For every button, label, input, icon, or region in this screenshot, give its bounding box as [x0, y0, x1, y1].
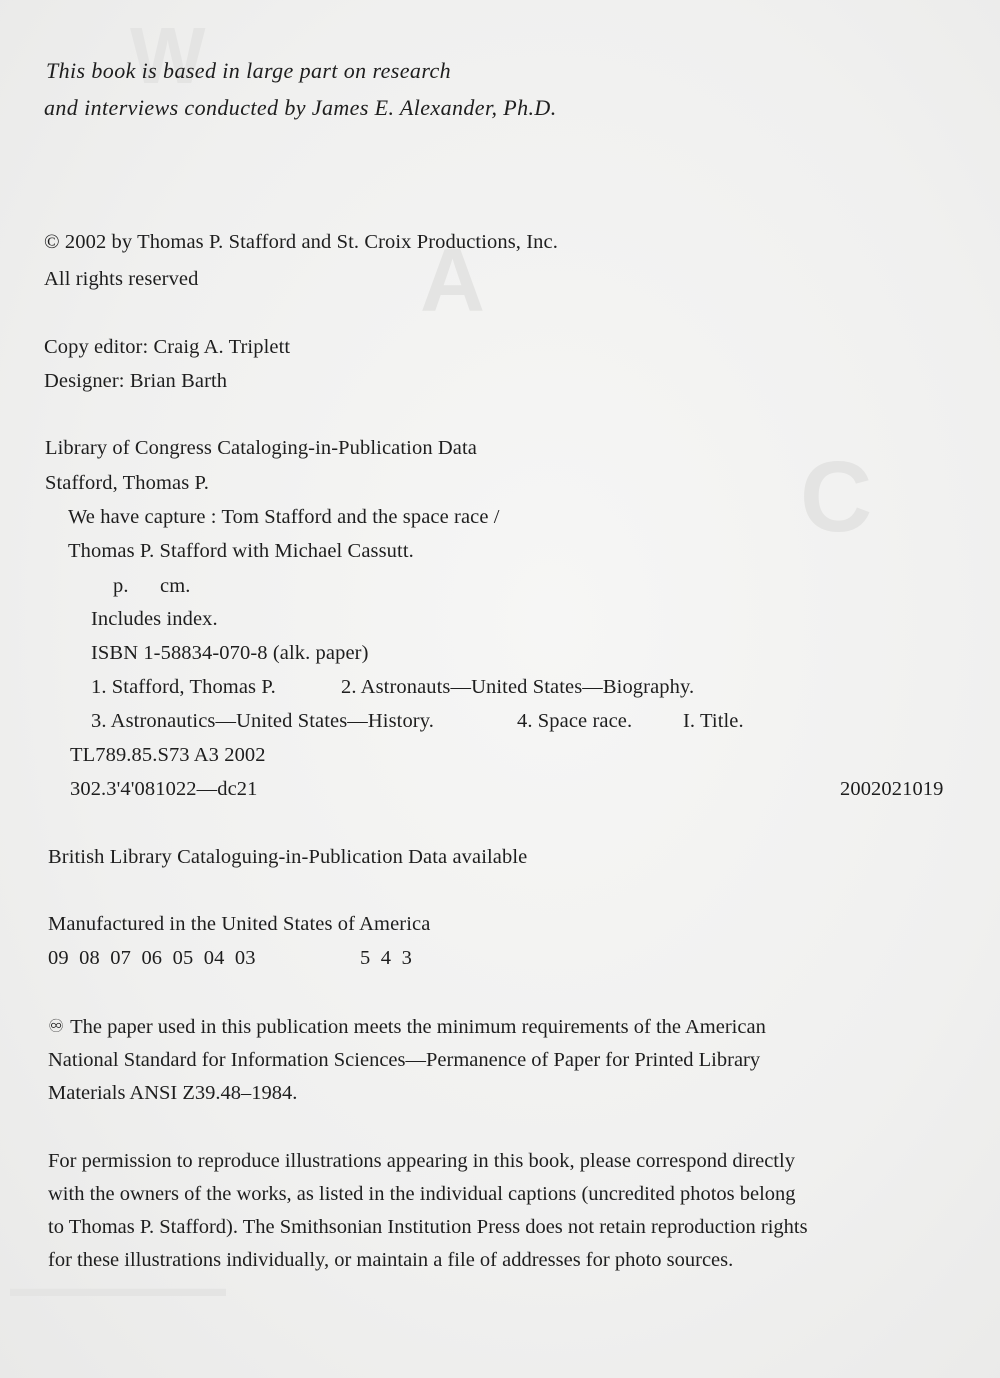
- show-through-shape: ▬▬▬▬▬▬▬▬▬: [10, 1275, 226, 1302]
- cip-title-line-1: We have capture : Tom Stafford and the space race /: [68, 506, 500, 528]
- cip-author: Stafford, Thomas P.: [45, 472, 210, 494]
- cip-subject-3: 3. Astronautics—United States—History.: [91, 710, 434, 732]
- printing-numbers: 5 4 3: [360, 947, 412, 969]
- cip-subject-title: I. Title.: [683, 710, 744, 732]
- copy-editor: Copy editor: Craig A. Triplett: [44, 336, 291, 358]
- paper-line-3: Materials ANSI Z39.48–1984.: [48, 1082, 298, 1104]
- cip-cm: cm.: [160, 575, 191, 597]
- show-through-shape: W: [130, 11, 206, 100]
- cip-heading: Library of Congress Cataloging-in-Publication Data: [45, 437, 477, 459]
- paper-permanence-statement: [48, 1011, 960, 1110]
- designer: Designer: Brian Barth: [44, 370, 228, 392]
- cip-index: Includes index.: [91, 608, 218, 630]
- cip-subject-2: 2. Astronauts—United States—Biography.: [341, 676, 695, 698]
- cip-lccn: 2002021019: [840, 778, 944, 800]
- show-through-shape: A: [420, 231, 485, 331]
- cip-dewey: 302.3'4'081022—dc21: [70, 778, 258, 800]
- research-credit-line-2: and interviews conducted by James E. Alexander, Ph.D.: [44, 95, 557, 120]
- cip-subject-1: 1. Stafford, Thomas P.: [91, 676, 276, 698]
- british-library-note: British Library Cataloguing-in-Publication Data available: [48, 846, 528, 868]
- permission-line-3: to Thomas P. Stafford). The Smithsonian Institution Press does not retain reproduction rights: [48, 1216, 808, 1238]
- infinity-paper-icon: ♾: [48, 1016, 65, 1036]
- cip-isbn: ISBN 1-58834-070-8 (alk. paper): [91, 642, 369, 664]
- printing-years: 09 08 07 06 05 04 03: [48, 947, 256, 969]
- cip-lc-class: TL789.85.S73 A3 2002: [70, 744, 266, 766]
- research-credit-line-1: This book is based in large part on research: [46, 58, 452, 83]
- permission-line-4: for these illustrations individually, or maintain a file of addresses for photo sources.: [48, 1249, 734, 1271]
- paper-line-1: [48, 1011, 960, 1044]
- rights-reserved: All rights reserved: [44, 268, 199, 290]
- permission-line-2: with the owners of the works, as listed in the individual captions (uncredited photos belong: [48, 1183, 796, 1205]
- cip-subject-4: 4. Space race.: [517, 710, 633, 732]
- paper-line-1-text: The paper used in this publication meets the minimum requirements of the American: [70, 1016, 766, 1038]
- paper-line-2: National Standard for Information Sciences—Permanence of Paper for Printed Library: [48, 1049, 761, 1071]
- cip-title-line-2: Thomas P. Stafford with Michael Cassutt.: [68, 540, 414, 562]
- cip-pages: p.: [113, 575, 129, 597]
- manufactured-in: Manufactured in the United States of America: [48, 913, 431, 935]
- show-through-shape: C: [800, 441, 873, 553]
- permission-line-1: For permission to reproduce illustrations appearing in this book, please correspond directly: [48, 1150, 795, 1172]
- copyright-notice: © 2002 by Thomas P. Stafford and St. Croix Productions, Inc.: [44, 231, 558, 253]
- permission-statement: [48, 1145, 960, 1277]
